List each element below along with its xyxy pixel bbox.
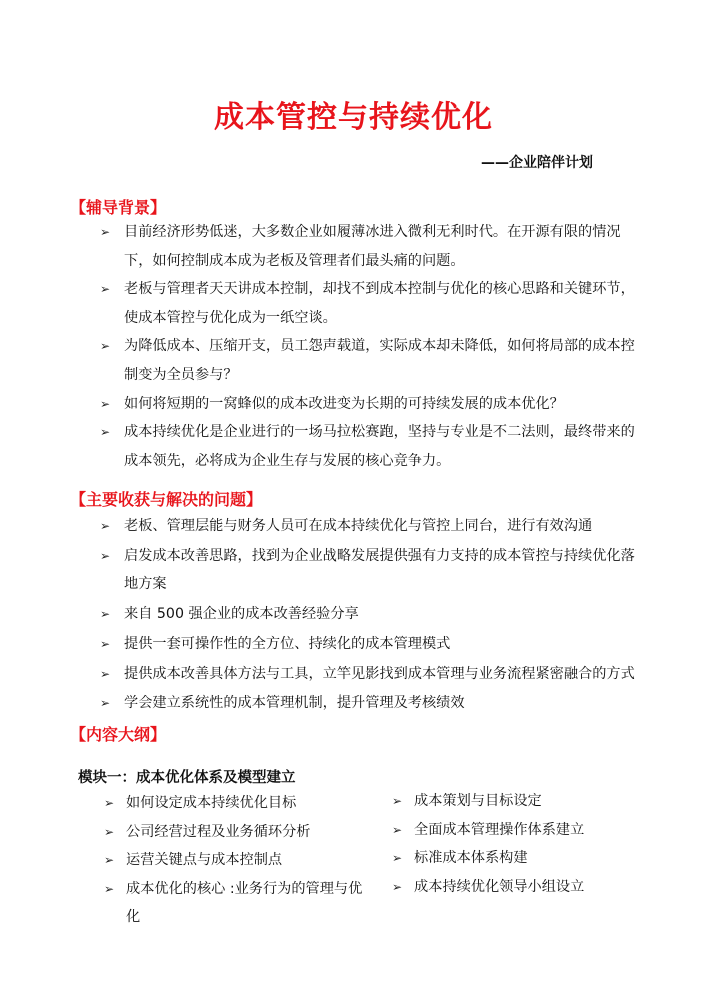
- background-list: [100, 218, 640, 475]
- arrow-bullet-icon: ➢: [100, 425, 111, 440]
- arrow-bullet-icon: ➢: [104, 881, 115, 896]
- section-heading-outline: 【内容大纲】: [70, 725, 167, 744]
- arrow-bullet-icon: ➢: [104, 853, 115, 867]
- arrow-bullet-icon: ➢: [100, 666, 111, 681]
- list-item: ➢ 提供成本改善具体方法与工具，立竿见影找到成本管理与业务流程紧密融合的方式: [100, 660, 640, 689]
- gains-list: [100, 512, 640, 719]
- list-item: ➢ 来自 500 强企业的成本改善经验分享: [100, 600, 640, 629]
- section-heading-gains: 【主要收获与解决的问题】: [70, 490, 263, 509]
- list-item: ➢ 为降低成本、压缩开支，员工怨声载道，实际成本却未降低，如何将局部的成本控制变为全员参与？: [100, 332, 640, 389]
- list-item: ➢ 目前经济形势低迷，大多数企业如履薄冰进入微利无利时代。在开源有限的情况下，如何控制成本成为老板及管理者们最头痛的问题。: [100, 218, 640, 275]
- section-heading-background: 【辅导背景】: [70, 198, 167, 217]
- list-item: ➢ 老板、管理层能与财务人员可在成本持续优化与管控上同台，进行有效沟通: [100, 512, 640, 541]
- arrow-bullet-icon: ➢: [392, 851, 403, 865]
- document-subtitle: ——企业陪伴计划: [481, 155, 593, 171]
- list-item: ➢ 如何设定成本持续优化目标: [104, 789, 366, 818]
- outline-right-list: [392, 787, 652, 901]
- list-item: ➢ 运营关键点与成本控制点: [104, 846, 366, 875]
- arrow-bullet-icon: ➢: [100, 607, 111, 622]
- arrow-bullet-icon: ➢: [100, 519, 111, 533]
- list-item: ➢ 启发成本改善思路，找到为企业战略发展提供强有力支持的成本管控与持续优化落地方案: [100, 542, 640, 599]
- list-item: ➢ 如何将短期的一窝蜂似的成本改进变为长期的可持续发展的成本优化？: [100, 390, 640, 419]
- arrow-bullet-icon: ➢: [392, 879, 403, 894]
- list-item: ➢ 成本持续优化领导小组设立: [392, 873, 652, 902]
- arrow-bullet-icon: ➢: [104, 796, 115, 810]
- arrow-bullet-icon: ➢: [392, 794, 403, 808]
- outline-left-list: [104, 789, 366, 932]
- list-item: ➢ 成本优化的核心 :业务行为的管理与优化: [104, 875, 366, 932]
- module-title: 模块一：成本优化体系及模型建立: [78, 770, 296, 786]
- list-item: ➢ 学会建立系统性的成本管理机制，提升管理及考核绩效: [100, 689, 640, 718]
- arrow-bullet-icon: ➢: [100, 636, 111, 651]
- list-item: ➢ 老板与管理者天天讲成本控制，却找不到成本控制与优化的核心思路和关键环节，使成本管控与优化成为一纸空谈。: [100, 275, 640, 332]
- arrow-bullet-icon: ➢: [100, 696, 111, 711]
- arrow-bullet-icon: ➢: [100, 548, 111, 563]
- arrow-bullet-icon: ➢: [100, 339, 111, 354]
- arrow-bullet-icon: ➢: [392, 822, 403, 837]
- list-item: ➢ 成本持续优化是企业进行的一场马拉松赛跑，坚持与专业是不二法则，最终带来的成本领先，必将成为企业生存与发展的核心竞争力。: [100, 418, 640, 475]
- list-item: ➢ 成本策划与目标设定: [392, 787, 652, 816]
- arrow-bullet-icon: ➢: [104, 824, 115, 839]
- arrow-bullet-icon: ➢: [100, 396, 111, 411]
- document-title: 成本管控与持续优化: [214, 100, 493, 135]
- list-item: ➢ 标准成本体系构建: [392, 844, 652, 873]
- arrow-bullet-icon: ➢: [100, 282, 111, 297]
- arrow-bullet-icon: ➢: [100, 225, 111, 239]
- list-item: ➢ 全面成本管理操作体系建立: [392, 816, 652, 845]
- list-item: ➢ 公司经营过程及业务循环分析: [104, 818, 366, 847]
- list-item: ➢ 提供一套可操作性的全方位、持续化的成本管理模式: [100, 630, 640, 659]
